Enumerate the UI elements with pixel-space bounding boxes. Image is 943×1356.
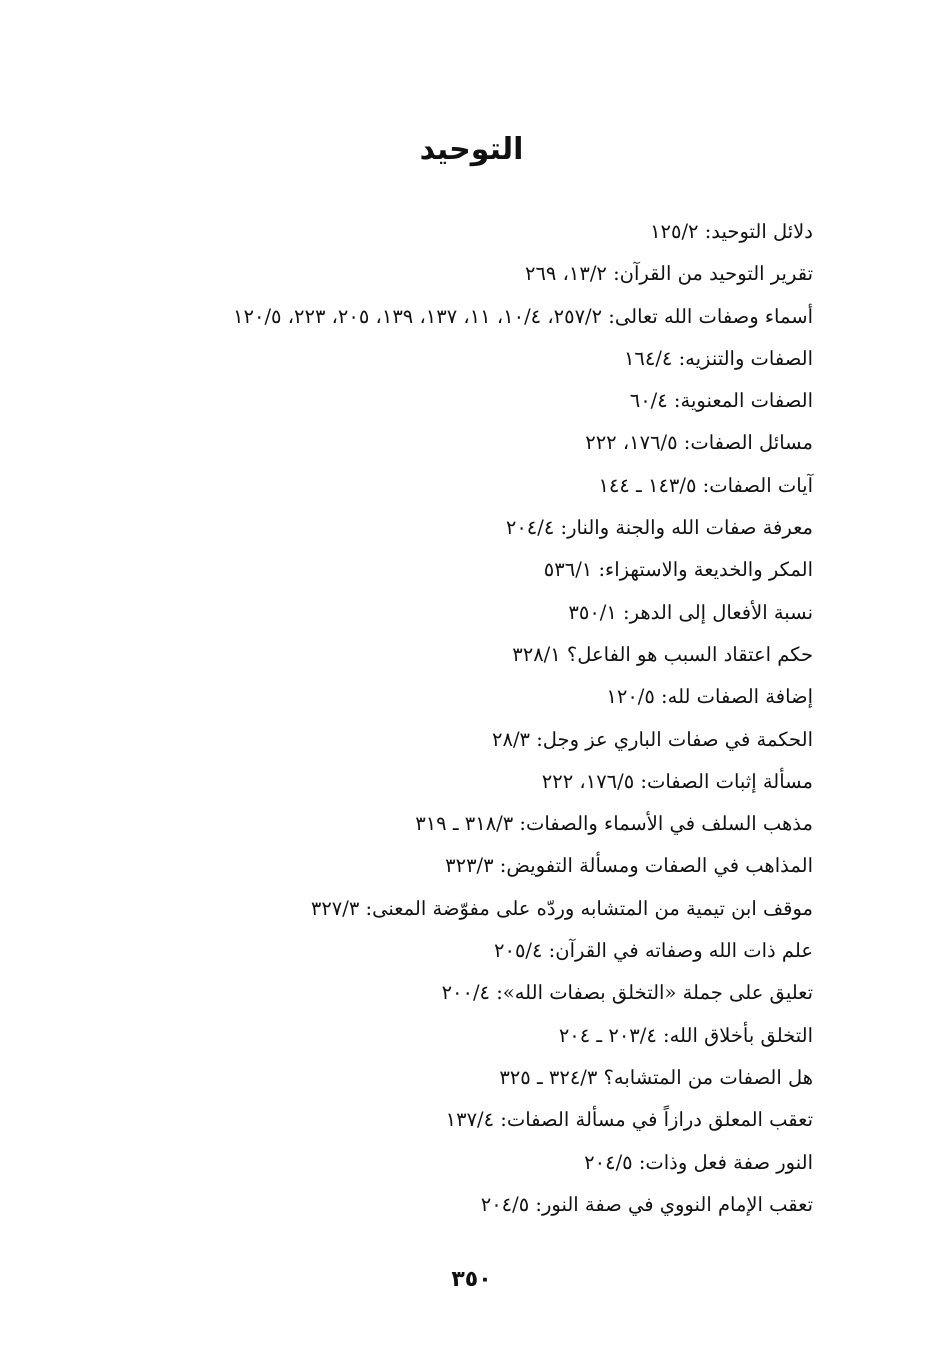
index-entry: نسبة الأفعال إلى الدهر: ٣٥٠/١: [568, 600, 813, 624]
index-entry: موقف ابن تيمية من المتشابه وردّه على مفوّضة المعنى: ٣٢٧/٣: [310, 896, 813, 920]
index-entry: الصفات والتنزيه: ١٦٤/٤: [623, 346, 813, 370]
index-entry: الحكمة في صفات الباري عز وجل: ٢٨/٣: [492, 727, 813, 751]
index-entry: مسألة إثبات الصفات: ١٧٦/٥، ٢٢٢: [541, 769, 813, 793]
index-entry: تعقب الإمام النووي في صفة النور: ٢٠٤/٥: [480, 1192, 813, 1216]
index-entry: مسائل الصفات: ١٧٦/٥، ٢٢٢: [585, 431, 813, 455]
index-entry: المكر والخديعة والاستهزاء: ٥٣٦/١: [543, 558, 813, 582]
index-entry: المذاهب في الصفات ومسألة التفويض: ٣٢٣/٣: [445, 854, 813, 878]
page-title: التوحيد: [419, 132, 524, 167]
index-entry: تعقب المعلق درازاً في مسألة الصفات: ١٣٧/٤: [445, 1108, 813, 1132]
index-entry: مذهب السلف في الأسماء والصفات: ٣١٨/٣ ـ ٣١٩: [415, 812, 813, 836]
index-entry: دلائل التوحيد: ١٢٥/٢: [650, 220, 813, 243]
index-entry: هل الصفات من المتشابه؟ ٣٢٤/٣ ـ ٣٢٥: [499, 1065, 813, 1089]
index-entry: إضافة الصفات لله: ١٢٠/٥: [606, 685, 813, 709]
index-entry: حكم اعتقاد السبب هو الفاعل؟ ٣٢٨/١: [512, 642, 813, 666]
index-entry: أسماء وصفات الله تعالى: ٢٥٧/٢، ١٠/٤، ١١، ١٣٧، ١٣٩، ٢٠٥، ٢٢٣، ١٢٠/٥: [233, 304, 813, 328]
index-entry-list: [113, 211, 813, 1226]
index-entry: معرفة صفات الله والجنة والنار: ٢٠٤/٤: [505, 516, 813, 540]
index-entry: التخلق بأخلاق الله: ٢٠٣/٤ ـ ٢٠٤: [558, 1023, 813, 1047]
index-entry: آيات الصفات: ١٤٣/٥ ـ ١٤٤: [598, 473, 813, 497]
index-entry: علم ذات الله وصفاته في القرآن: ٢٠٥/٤: [494, 939, 813, 963]
index-entry: الصفات المعنوية: ٦٠/٤: [629, 389, 813, 413]
index-entry: النور صفة فعل وذات: ٢٠٤/٥: [584, 1150, 813, 1174]
page-number: ٣٥٠: [451, 1267, 492, 1292]
index-entry: تقرير التوحيد من القرآن: ١٣/٢، ٢٦٩: [524, 262, 813, 286]
index-entry: تعليق على جملة «التخلق بصفات الله»: ٢٠٠/٤: [441, 981, 813, 1005]
